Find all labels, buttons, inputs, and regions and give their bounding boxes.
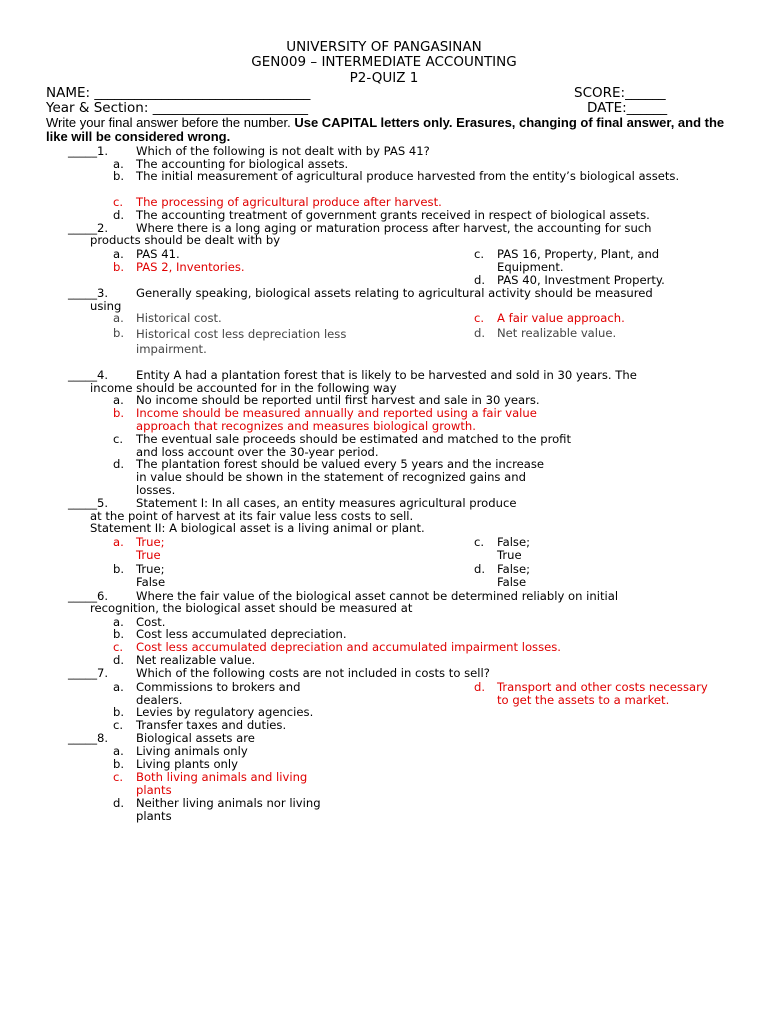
instructions-bold: Use CAPITAL letters only. Erasures, changing of final answer, and the like will be considered wrong.: [46, 115, 725, 144]
option-text: No income should be reported until first harvest and sale in 30 years.: [136, 393, 540, 407]
option-text-answer: True;: [136, 535, 165, 549]
option-letter: d.: [113, 653, 125, 667]
option-text: False;: [497, 562, 531, 576]
option-text: Historical cost.: [136, 311, 222, 325]
option-text: Net realizable value.: [497, 326, 617, 340]
option-text: The eventual sale proceeds should be estimated and matched to the profit and loss account over the 30-year period.: [136, 432, 572, 459]
option-letter-answer: c.: [474, 311, 485, 325]
question-text-8: Biological assets are: [136, 731, 255, 745]
answer-blank-6[interactable]: _____6.: [68, 589, 109, 603]
score-field[interactable]: SCORE:______: [574, 85, 666, 101]
option-text-answer: PAS 2, Inventories.: [136, 260, 245, 274]
option-text-answer: A fair value approach.: [497, 311, 625, 325]
option-text-answer: Cost less accumulated depreciation and accumulated impairment losses.: [136, 640, 561, 654]
question-text-5: Statement I: In all cases, an entity measures agricultural produce: [136, 496, 517, 510]
option-letter: b.: [113, 169, 125, 183]
option-letter-answer: a.: [113, 535, 124, 549]
option-letter: c.: [113, 432, 124, 446]
option-text: Cost.: [136, 615, 166, 629]
question-text-4-cont: income should be accounted for in the following way: [90, 381, 397, 395]
option-letter: b.: [113, 705, 125, 719]
option-text: False: [497, 575, 527, 589]
option-letter: a.: [113, 311, 124, 325]
quiz-title: P2-QUIZ 1: [349, 70, 419, 86]
answer-blank-5[interactable]: _____5.: [68, 496, 109, 510]
question-text-2-cont: products should be dealt with by: [90, 233, 281, 247]
option-text: Living animals only: [136, 744, 248, 758]
question-text-2: Where there is a long aging or maturation process after harvest, the accounting for such: [136, 221, 652, 235]
question-text-7: Which of the following costs are not included in costs to sell?: [136, 666, 490, 680]
option-text: Historical cost less depreciation less impairment.: [136, 327, 347, 356]
option-text: Cost less accumulated depreciation.: [136, 627, 347, 641]
option-text: Living plants only: [136, 757, 238, 771]
option-letter: b.: [113, 326, 125, 340]
option-text: Net realizable value.: [136, 653, 256, 667]
option-letter: d.: [113, 208, 125, 222]
answer-blank-7[interactable]: _____7.: [68, 666, 109, 680]
option-letter: b.: [113, 562, 125, 576]
option-letter: c.: [113, 718, 124, 732]
option-letter: d.: [113, 796, 125, 810]
option-letter: d.: [474, 326, 486, 340]
option-text-answer: True: [136, 548, 161, 562]
option-text: Levies by regulatory agencies.: [136, 705, 314, 719]
option-text: False: [136, 575, 166, 589]
year-section-field[interactable]: Year & Section: _______________________: [46, 100, 308, 116]
university-name: UNIVERSITY OF PANGASINAN: [286, 39, 482, 55]
option-letter: a.: [113, 247, 124, 261]
question-text-5-statement2: Statement II: A biological asset is a living animal or plant.: [90, 521, 425, 535]
question-text-5-cont: at the point of harvest at its fair value less costs to sell.: [90, 509, 414, 523]
option-text: PAS 41.: [136, 247, 180, 261]
option-letter-answer: b.: [113, 260, 125, 274]
option-letter-answer: c.: [113, 640, 124, 654]
option-text: Commissions to brokers and dealers.: [136, 680, 301, 707]
option-text-answer: Both living animals and living plants: [136, 770, 308, 797]
answer-blank-4[interactable]: _____4.: [68, 368, 109, 382]
option-text-answer: The processing of agricultural produce after harvest.: [136, 195, 442, 209]
option-text: PAS 40, Investment Property.: [497, 273, 665, 287]
option-letter: b.: [113, 757, 125, 771]
option-text: Transfer taxes and duties.: [136, 718, 287, 732]
option-letter: d.: [474, 273, 486, 287]
option-letter: a.: [113, 393, 124, 407]
instructions: [46, 116, 736, 144]
option-letter: c.: [474, 535, 485, 549]
option-letter: b.: [113, 627, 125, 641]
option-text: False;: [497, 535, 531, 549]
answer-blank-8[interactable]: _____8.: [68, 731, 109, 745]
option-letter: a.: [113, 157, 124, 171]
option-letter: a.: [113, 615, 124, 629]
option-letter-answer: c.: [113, 770, 124, 784]
option-letter: d.: [113, 457, 125, 471]
question-text-4: Entity A had a plantation forest that is likely to be harvested and sold in 30 years. The: [136, 368, 637, 382]
option-text-answer: Income should be measured annually and reported using a fair value approach that recognizes and measures biological growth.: [136, 406, 537, 433]
option-letter-answer: b.: [113, 406, 125, 420]
option-letter: a.: [113, 744, 124, 758]
option-letter-answer: d.: [474, 680, 486, 694]
question-text-6-cont: recognition, the biological asset should be measured at: [90, 601, 413, 615]
instructions-plain: Write your final answer before the number.: [46, 115, 295, 130]
option-text: True: [497, 548, 522, 562]
option-text-answer: Transport and other costs necessary to get the assets to a market.: [497, 680, 708, 707]
question-text-3: Generally speaking, biological assets relating to agricultural activity should be measured: [136, 286, 653, 300]
question-text-6: Where the fair value of the biological asset cannot be determined reliably on initial: [136, 589, 619, 603]
option-text: The plantation forest should be valued every 5 years and the increase in value should be shown in the statement of recognized gains and losses.: [136, 457, 545, 497]
option-text: Neither living animals nor living plants: [136, 796, 321, 823]
name-field[interactable]: NAME: ________________________________: [46, 85, 311, 101]
option-letter: c.: [474, 247, 485, 261]
option-letter: a.: [113, 680, 124, 694]
option-text: The initial measurement of agricultural produce harvested from the entity’s biological assets.: [136, 169, 680, 183]
option-letter-answer: c.: [113, 195, 124, 209]
option-letter: d.: [474, 562, 486, 576]
course-title: GEN009 – INTERMEDIATE ACCOUNTING: [251, 54, 517, 70]
question-text-3-cont: using: [90, 299, 122, 313]
option-text: The accounting for biological assets.: [136, 157, 349, 171]
date-field[interactable]: DATE:______: [587, 100, 668, 116]
answer-blank-3[interactable]: _____3.: [68, 286, 109, 300]
option-text: The accounting treatment of government grants received in respect of biological assets.: [136, 208, 650, 222]
answer-blank-2[interactable]: _____2.: [68, 221, 109, 235]
question-text-1: Which of the following is not dealt with by PAS 41?: [136, 144, 430, 158]
answer-blank-1[interactable]: _____1.: [68, 144, 109, 158]
option-text: PAS 16, Property, Plant, and Equipment.: [497, 247, 660, 274]
option-text: True;: [136, 562, 165, 576]
